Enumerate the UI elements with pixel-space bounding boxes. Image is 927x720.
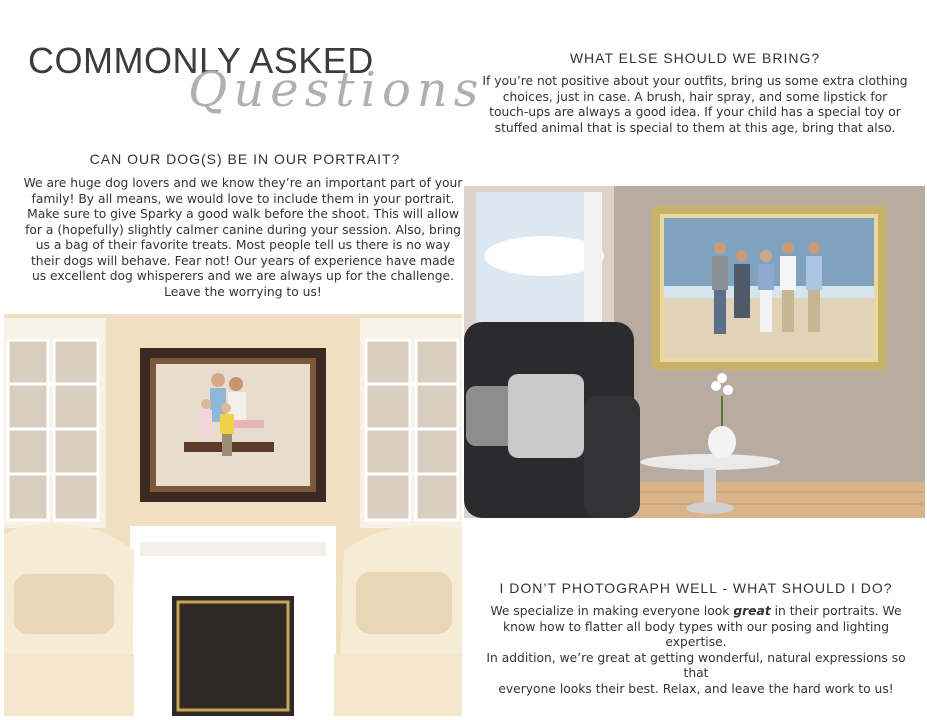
living-room-illustration [4, 314, 462, 716]
answer-line: us a bag of their favorite treats. Most people tell us there is no way [35, 238, 451, 252]
answer-photograph [476, 604, 916, 697]
living-room-scene [4, 314, 462, 716]
answer-line: choices, just in case. A brush, hair spray, and some lipstick for [502, 89, 888, 104]
answer-line: stuffed animal that is special to them at this age, bring that also. [494, 120, 896, 135]
gallery-room-illustration [464, 186, 925, 518]
page-title-script: Questions [188, 62, 485, 118]
answer-line: their dogs will behave. Fear not! Our years of experience have made [30, 253, 455, 268]
answer-line: for a (hopefully) slightly calmer canine during your session. Also, bring [25, 222, 461, 237]
emphasis-text: great [733, 604, 771, 618]
question-heading-bring: WHAT ELSE SHOULD WE BRING? [569, 50, 821, 66]
answer-line: everyone looks their best. Relax, and leave the hard work to us! [498, 681, 894, 696]
page-title: COMMONLY ASKED [28, 40, 374, 81]
answer-line: know how to flatter all body types with our posing and lighting expertise. [502, 619, 890, 649]
question-heading-dogs: CAN OUR DOG(S) BE IN OUR PORTRAIT? [89, 151, 401, 167]
answer-line: If you’re not positive about your outfits, bring us some extra clothing [482, 74, 908, 88]
answer-dogs [18, 176, 468, 300]
answer-line: Leave the worrying to us! [164, 284, 322, 299]
answer-bring [478, 74, 912, 136]
question-heading-photograph: I DON’T PHOTOGRAPH WELL - WHAT SHOULD I DO? [499, 580, 893, 596]
answer-line: us excellent dog whisperers and we are always up for the challenge. [31, 269, 455, 283]
answer-line: In addition, we’re great at getting wonderful, natural expressions so that [486, 650, 906, 680]
answer-line: We specialize in making everyone look great in their portraits. We [490, 604, 902, 618]
answer-line: family! By all means, we would love to include them in your portrait. [31, 191, 455, 206]
answer-line: Make sure to give Sparky a good walk before the shoot. This will allow [27, 207, 459, 221]
gallery-room-scene [464, 186, 925, 518]
answer-line: touch-ups are always a good idea. If your child has a special toy or [489, 105, 901, 119]
answer-line: We are huge dog lovers and we know they’re an important part of your [23, 176, 463, 190]
